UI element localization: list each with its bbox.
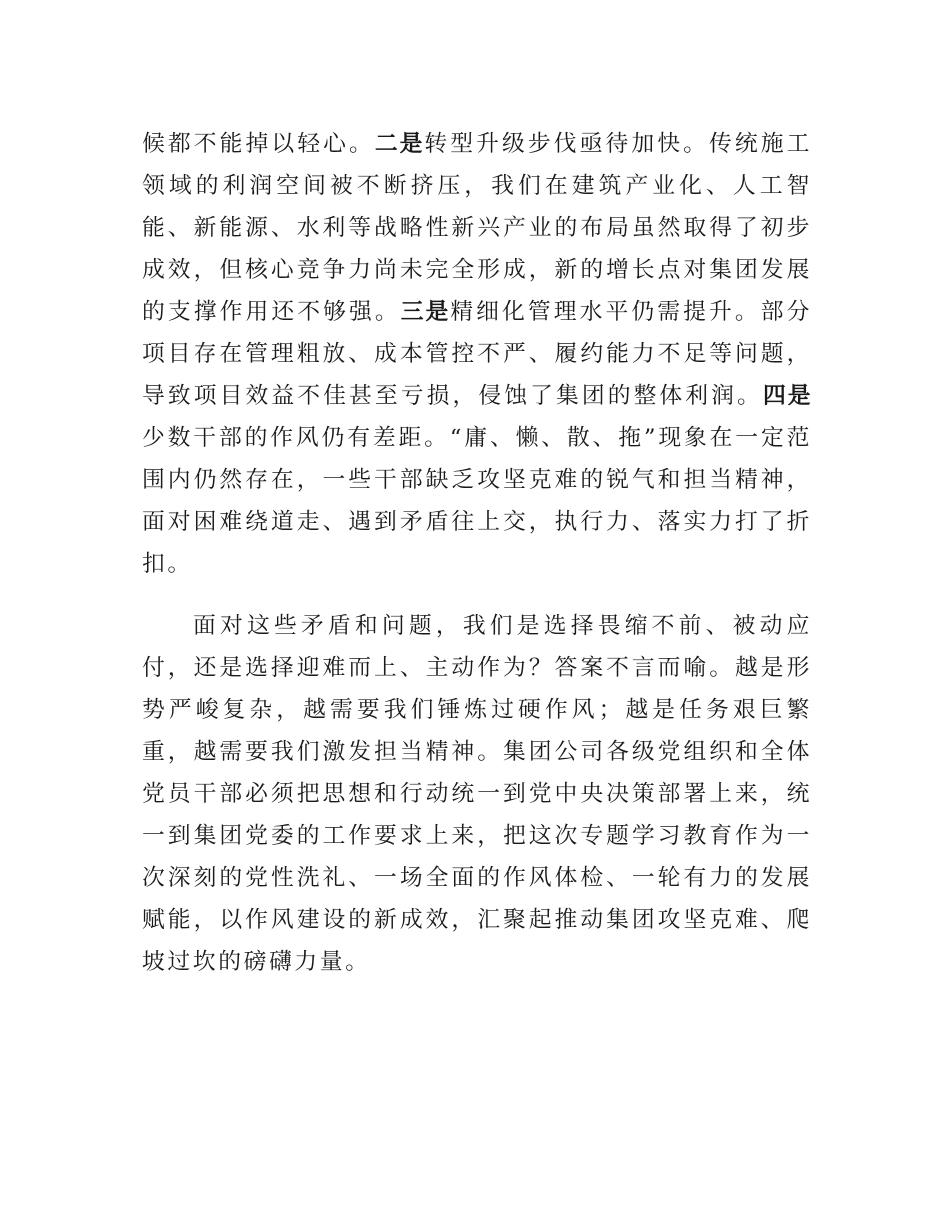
point-four-lead: 四是 bbox=[762, 383, 813, 409]
text-run: 面对这些矛盾和问题，我们是选择畏缩不前、被动应付，还是选择迎难而上、主动作为？答案不言而喻。越是形势严峻复杂，越需要我们锤炼过硬作风；越是任务艰巨繁重，越需要我们激发担当精神。集团公司各级党组织和全体党员干部必须把思想和行动统一到党中央决策部署上来，统一到集团党委的工作要求上来，把这次专题学习教育作为一次深刻的党性洗礼、一场全面的作风体检、一轮有力的发展赋能，以作风建设的新成效，汇聚起推动集团攻坚克难、爬坡过坎的磅礴力量。 bbox=[142, 613, 812, 975]
document-page bbox=[142, 123, 812, 983]
text-run: 精细化管理水平仍需提升。部分项目存在管理粗放、成本管控不严、履约能力不足等问题，导致项目效益不佳甚至亏损，侵蚀了集团的整体利润。 bbox=[142, 299, 812, 409]
paragraph-issues bbox=[142, 123, 812, 585]
text-run: 转型升级步伐亟待加快。传统施工领域的利润空间被不断挤压，我们在建筑产业化、人工智能、新能源、水利等战略性新兴产业的布局虽然取得了初步成效，但核心竞争力尚未完全形成，新的增长点对集团发展的支撑作用还不够强。 bbox=[142, 131, 813, 325]
text-run: 候都不能掉以轻心。 bbox=[142, 131, 375, 157]
paragraph-response bbox=[142, 605, 812, 983]
point-three-lead: 三是 bbox=[400, 299, 451, 325]
text-run: 少数干部的作风仍有差距。“庸、懒、散、拖”现象在一定范围内仍然存在，一些干部缺乏攻坚克难的锐气和担当精神，面对困难绕道走、遇到矛盾往上交，执行力、落实力打了折扣。 bbox=[142, 425, 812, 577]
point-two-lead: 二是 bbox=[374, 131, 425, 157]
